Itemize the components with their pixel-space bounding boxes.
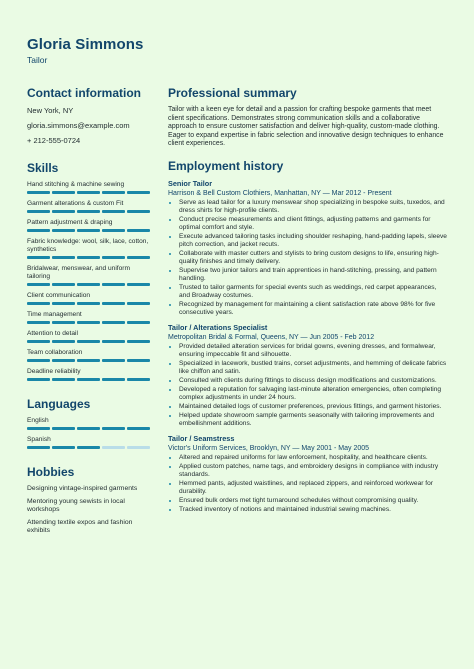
level-segment-filled — [27, 229, 50, 232]
level-segment-filled — [52, 340, 75, 343]
level-segment-filled — [102, 210, 125, 213]
skill-item — [27, 292, 152, 305]
skill-item — [27, 238, 152, 259]
level-segment-filled — [77, 191, 100, 194]
duty-item: • Maintained detailed logs of customer preferences, previous fittings, and garment histories. — [179, 403, 448, 411]
level-segment-empty — [127, 446, 150, 449]
level-segment-filled — [52, 446, 75, 449]
skill-item — [27, 368, 152, 381]
level-segment-filled — [27, 283, 50, 286]
level-segment-filled — [127, 283, 150, 286]
level-segment-filled — [27, 446, 50, 449]
level-segment-filled — [127, 210, 150, 213]
level-segment-filled — [127, 427, 150, 430]
skills-list — [27, 181, 152, 381]
summary-heading: Professional summary — [168, 86, 297, 100]
level-segment-filled — [52, 321, 75, 324]
level-bar — [27, 359, 152, 362]
duty-item: • Conduct precise measurements and client fittings, adjusting patterns and garments for optimal comfort and style. — [179, 216, 448, 232]
language-label: Spanish — [27, 436, 51, 443]
level-segment-filled — [102, 229, 125, 232]
level-bar — [27, 191, 152, 194]
level-segment-filled — [52, 283, 75, 286]
level-segment-filled — [77, 427, 100, 430]
contact-location: New York, NY — [27, 106, 74, 115]
level-segment-filled — [27, 191, 50, 194]
contact-heading: Contact information — [27, 86, 141, 100]
languages-heading: Languages — [27, 397, 91, 411]
level-bar — [27, 283, 152, 286]
level-segment-filled — [27, 340, 50, 343]
duty-item: • Altered and repaired uniforms for law enforcement, hospitality, and healthcare clients. — [179, 454, 448, 462]
language-item — [27, 436, 152, 449]
hobby-item: Attending textile expos and fashion exhibits — [27, 518, 133, 534]
skill-label: Hand stitching & machine sewing — [27, 181, 125, 188]
contact-email[interactable]: gloria.simmons@example.com — [27, 121, 130, 130]
level-segment-filled — [27, 359, 50, 362]
level-segment-empty — [102, 446, 125, 449]
level-segment-filled — [77, 302, 100, 305]
job-entry — [168, 434, 448, 514]
duty-item: • Serve as lead tailor for a luxury menswear shop specializing in bespoke suits, tuxedos, and dress shirts for high-profile clients. — [179, 199, 448, 215]
duty-item: • Tracked inventory of notions and maintained industrial sewing machines. — [179, 506, 448, 514]
duty-item: • Helped update showroom sample garments seasonally with tailoring improvements and embellishment additions. — [179, 412, 448, 428]
level-segment-filled — [127, 359, 150, 362]
employment-heading: Employment history — [168, 158, 284, 173]
skill-item — [27, 330, 152, 343]
duty-item: • Supervise two junior tailors and train apprentices in hand-stitching, pressing, and pattern handling. — [179, 267, 448, 283]
duty-item: • Developed a reputation for salvaging last-minute alteration emergencies, often completing complex adjustments in under 24 hours. — [179, 386, 448, 402]
level-segment-filled — [52, 378, 75, 381]
level-segment-filled — [52, 229, 75, 232]
skill-label: Fabric knowledge: wool, silk, lace, cotton, synthetics — [27, 238, 149, 253]
language-item — [27, 417, 152, 430]
skill-item — [27, 219, 152, 232]
level-segment-filled — [52, 191, 75, 194]
duty-item: • Consulted with clients during fittings to discuss design modifications and customizations. — [179, 377, 448, 385]
skill-label: Bridalwear, menswear, and uniform tailoring — [27, 265, 130, 280]
level-segment-filled — [27, 256, 50, 259]
level-segment-filled — [77, 446, 100, 449]
level-segment-filled — [52, 359, 75, 362]
level-segment-filled — [27, 378, 50, 381]
level-bar — [27, 340, 152, 343]
job-title: Tailor / Alterations Specialist — [168, 322, 268, 332]
level-segment-filled — [77, 340, 100, 343]
skill-label: Deadline reliability — [27, 368, 81, 375]
duty-item: • Ensured bulk orders met tight turnaround schedules without compromising quality. — [179, 497, 448, 505]
duty-item: • Hemmed pants, adjusted waistlines, and replaced zippers, and reinforced workwear for durability. — [179, 480, 448, 496]
duty-item: • Specialized in lacework, bustled trains, corset adjustments, and hemming of delicate fabrics like chiffon and satin. — [179, 360, 448, 376]
spacer — [27, 455, 152, 465]
level-segment-filled — [52, 210, 75, 213]
level-bar — [27, 302, 152, 305]
level-segment-filled — [102, 191, 125, 194]
duty-item: • Execute advanced tailoring tasks including shoulder reshaping, hand-padding lapels, sleeve pitch correction, and jacket recuts. — [179, 233, 448, 249]
hobby-item: Designing vintage-inspired garments — [27, 485, 138, 492]
level-segment-filled — [127, 191, 150, 194]
hobbies-list — [27, 485, 152, 536]
level-segment-filled — [27, 321, 50, 324]
level-segment-filled — [52, 302, 75, 305]
level-segment-filled — [77, 321, 100, 324]
level-segment-filled — [127, 229, 150, 232]
duty-item: • Collaborate with master cutters and stylists to bring custom designs to life, ensuring high-quality finishes and timely delivery. — [179, 250, 448, 266]
hobby-item: Mentoring young sewists in local workshops — [27, 497, 125, 513]
candidate-role: Tailor — [27, 55, 48, 65]
job-title: Tailor / Seamstress — [168, 433, 235, 443]
skill-item — [27, 200, 152, 213]
level-bar — [27, 446, 152, 449]
languages-list — [27, 417, 152, 449]
job-entry — [168, 179, 448, 317]
candidate-name: Gloria Simmons — [27, 36, 144, 53]
level-bar — [27, 321, 152, 324]
skill-item — [27, 181, 152, 194]
skill-item — [27, 349, 152, 362]
level-segment-filled — [27, 427, 50, 430]
level-segment-filled — [127, 302, 150, 305]
level-segment-filled — [127, 321, 150, 324]
level-segment-filled — [77, 283, 100, 286]
skill-label: Garment alterations & custom Fit — [27, 200, 124, 207]
spacer — [27, 151, 152, 161]
duty-item: • Trusted to tailor garments for special events such as weddings, red carpet appearances, and Broadway costumes. — [179, 284, 448, 300]
summary-text: Tailor with a keen eye for detail and a passion for crafting bespoke garments that meet client specifications. Demonstrates strong communication skills and a collaborative approach to ensure customer satisfaction and deliver high-quality, custom-made clothing. Eager to expand expertise in fabric selection and innovative design techniques to enhance client experiences. — [168, 106, 444, 147]
hobbies-heading: Hobbies — [27, 465, 75, 479]
level-segment-filled — [102, 302, 125, 305]
duty-item: • Recognized by management for maintaining a client satisfaction rate above 98% for five consecutive years. — [179, 301, 448, 317]
job-title: Senior Tailor — [168, 178, 213, 188]
job-duties — [168, 199, 448, 317]
level-segment-filled — [127, 378, 150, 381]
duty-item: • Applied custom patches, name tags, and embroidery designs in compliance with industry standards. — [179, 463, 448, 479]
contact-phone[interactable]: + 212-555-0724 — [27, 136, 81, 145]
left-column — [27, 86, 152, 540]
level-segment-filled — [127, 256, 150, 259]
duty-item: • Provided detailed alteration services for bridal gowns, evening dresses, and formalwear, ensuring impeccable fit and silhouette. — [179, 343, 448, 359]
skill-item — [27, 265, 152, 286]
skill-label: Client communication — [27, 292, 91, 299]
language-label: English — [27, 417, 49, 424]
level-segment-filled — [102, 321, 125, 324]
job-company: Harrison & Bell Custom Clothiers, Manhattan, NY — Mar 2012 - Present — [168, 189, 392, 197]
spacer — [27, 387, 152, 397]
level-segment-filled — [102, 256, 125, 259]
skill-label: Team collaboration — [27, 349, 83, 356]
level-bar — [27, 378, 152, 381]
job-duties — [168, 454, 448, 514]
level-segment-filled — [77, 359, 100, 362]
job-entry — [168, 323, 448, 428]
skill-label: Pattern adjustment & draping — [27, 219, 113, 226]
skill-label: Attention to detail — [27, 330, 78, 337]
level-segment-filled — [102, 340, 125, 343]
level-bar — [27, 210, 152, 213]
skills-heading: Skills — [27, 161, 59, 175]
level-bar — [27, 229, 152, 232]
level-segment-filled — [102, 378, 125, 381]
skill-label: Time management — [27, 311, 82, 318]
job-company: Victor's Uniform Services, Brooklyn, NY — May 2001 - May 2005 — [168, 444, 370, 452]
skill-item — [27, 311, 152, 324]
level-segment-filled — [127, 340, 150, 343]
level-segment-filled — [102, 427, 125, 430]
level-bar — [27, 427, 152, 430]
level-segment-filled — [77, 378, 100, 381]
jobs-list — [168, 179, 448, 514]
level-segment-filled — [102, 359, 125, 362]
job-company: Metropolitan Bridal & Formal, Queens, NY — Jun 2005 - Feb 2012 — [168, 333, 375, 341]
right-column — [168, 86, 448, 520]
level-segment-filled — [102, 283, 125, 286]
level-segment-filled — [27, 210, 50, 213]
level-segment-filled — [27, 302, 50, 305]
job-duties — [168, 343, 448, 428]
level-bar — [27, 256, 152, 259]
level-segment-filled — [52, 256, 75, 259]
level-segment-filled — [77, 229, 100, 232]
level-segment-filled — [77, 210, 100, 213]
level-segment-filled — [52, 427, 75, 430]
level-segment-filled — [77, 256, 100, 259]
